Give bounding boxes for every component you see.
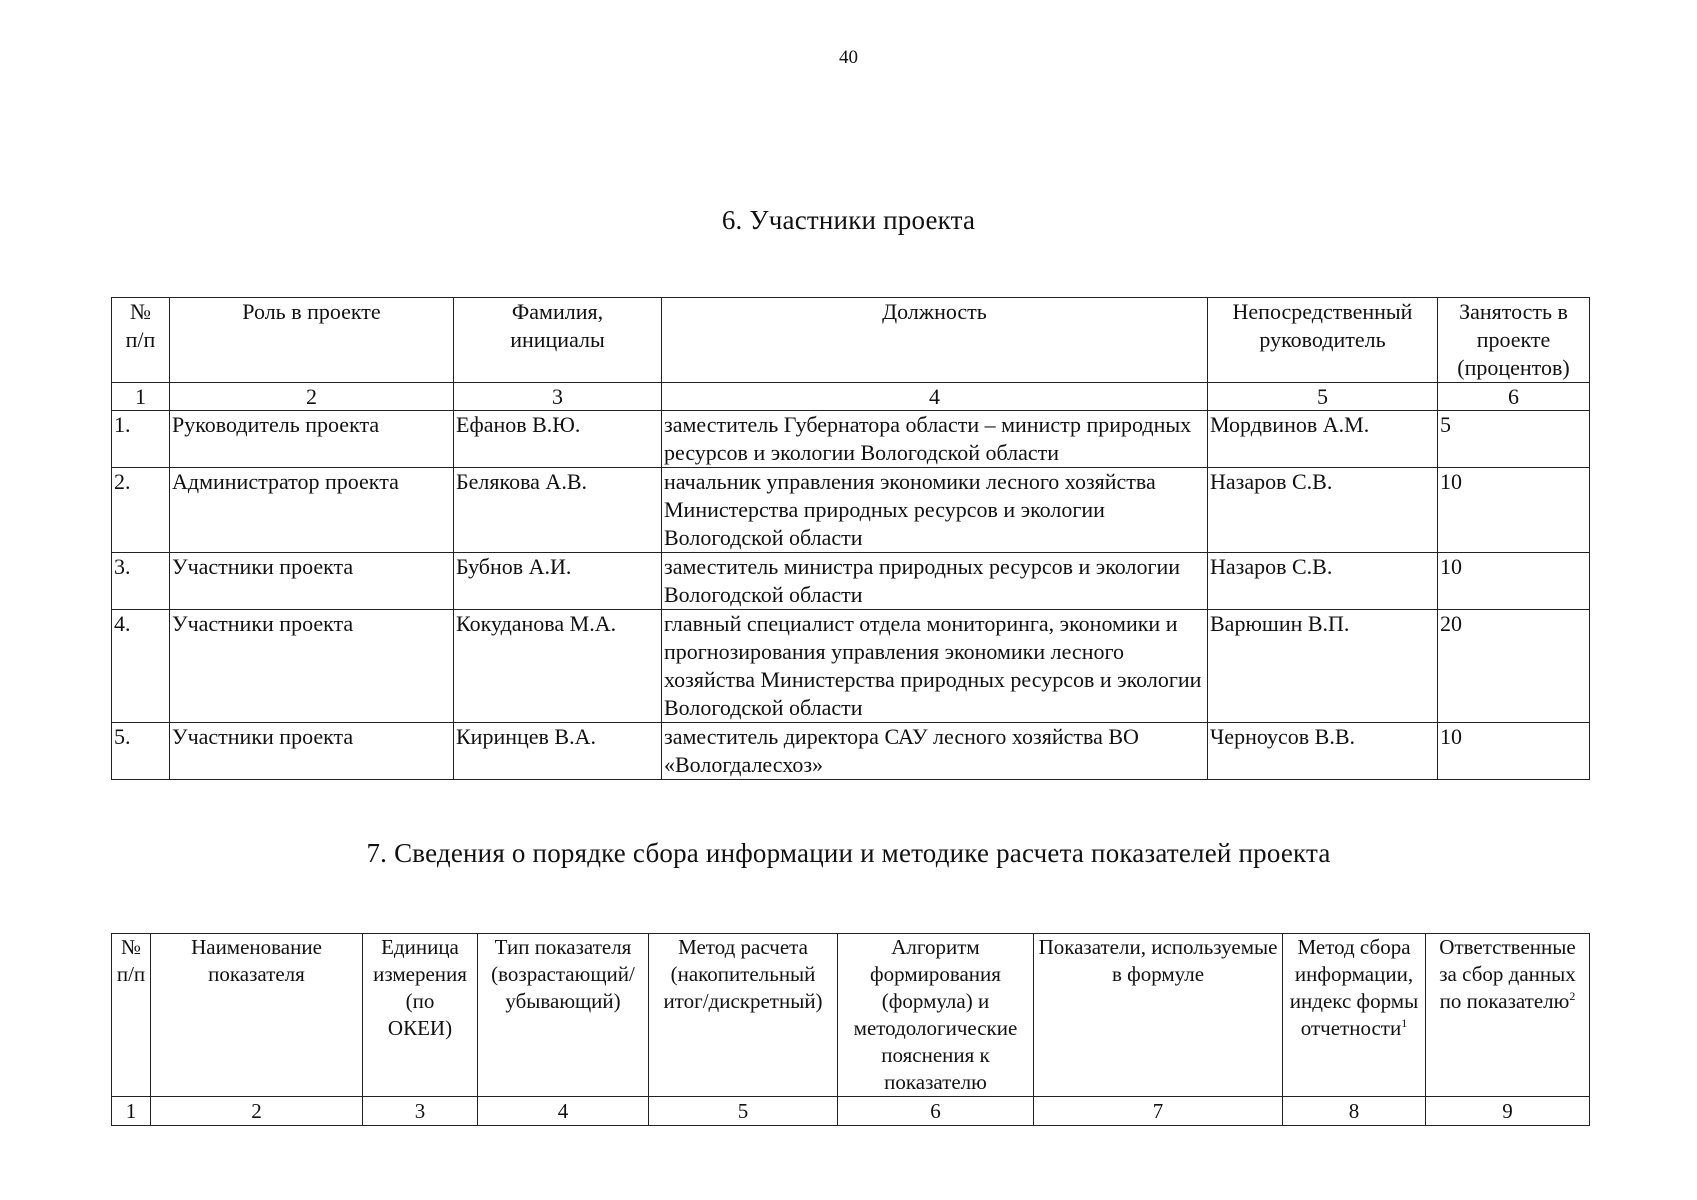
header-cell: Фамилия, инициалы: [454, 298, 662, 383]
employment-cell: 10: [1438, 468, 1590, 553]
header-cell: Наименование показателя: [151, 934, 363, 1097]
header-cell: Алгоритм формирования (формула) и методологические пояснения к показателю: [838, 934, 1034, 1097]
footnote-mark: 2: [1569, 989, 1576, 1003]
manager-cell: Варюшин В.П.: [1208, 610, 1438, 723]
table-header-row: [112, 934, 1590, 1097]
name-cell: Бубнов А.И.: [454, 553, 662, 610]
manager-cell: Назаров С.В.: [1208, 468, 1438, 553]
role-cell: Участники проекта: [170, 723, 454, 780]
column-number: 5: [1208, 383, 1438, 411]
table-row: [112, 610, 1590, 723]
column-number: 3: [454, 383, 662, 411]
column-number: 5: [649, 1097, 838, 1126]
table-row: [112, 723, 1590, 780]
role-cell: Участники проекта: [170, 610, 454, 723]
role-cell: Руководитель проекта: [170, 411, 454, 468]
header-text: Метод сбора информации, индекс формы отчетности: [1289, 935, 1419, 1040]
employment-cell: 10: [1438, 553, 1590, 610]
participants-table: [111, 297, 1590, 780]
section-6-title: 6. Участники проекта: [721, 205, 976, 235]
header-cell: Тип показателя (возрастающий/ убывающий): [478, 934, 649, 1097]
column-number: 6: [1438, 383, 1590, 411]
manager-cell: Черноусов В.В.: [1208, 723, 1438, 780]
header-cell: Метод расчета (накопительный итог/дискретный): [649, 934, 838, 1097]
name-cell: Киринцев В.А.: [454, 723, 662, 780]
table-row: [112, 468, 1590, 553]
column-number: 3: [363, 1097, 478, 1126]
column-number: 6: [838, 1097, 1034, 1126]
row-number: 3.: [112, 553, 170, 610]
column-number: 9: [1426, 1097, 1590, 1126]
footnote-mark: 1: [1401, 1016, 1408, 1030]
column-number: 4: [478, 1097, 649, 1126]
employment-cell: 5: [1438, 411, 1590, 468]
section-7-title: 7. Сведения о порядке сбора информации и методике расчета показателей проекта: [366, 838, 1331, 868]
column-number: 1: [112, 383, 170, 411]
column-number: 2: [170, 383, 454, 411]
column-number: 1: [112, 1097, 151, 1126]
row-number: 5.: [112, 723, 170, 780]
column-number: 8: [1283, 1097, 1426, 1126]
page-number: 40: [839, 47, 858, 68]
header-cell: Непосредственный руководитель: [1208, 298, 1438, 383]
header-cell: Показатели, используемые в формуле: [1034, 934, 1283, 1097]
column-number-row: [112, 1097, 1590, 1126]
indicators-method-table: [111, 933, 1590, 1126]
row-number: 4.: [112, 610, 170, 723]
header-cell: [1426, 934, 1590, 1097]
header-cell: № п/п: [112, 298, 170, 383]
header-cell: [1283, 934, 1426, 1097]
name-cell: Кокуданова М.А.: [454, 610, 662, 723]
row-number: 1.: [112, 411, 170, 468]
name-cell: Белякова А.В.: [454, 468, 662, 553]
position-cell: главный специалист отдела мониторинга, экономики и прогнозирования управления экономики лесного хозяйства Министерства природных ресурсов и экологии Вологодской области: [662, 610, 1208, 723]
position-cell: начальник управления экономики лесного хозяйства Министерства природных ресурсов и экологии Вологодской области: [662, 468, 1208, 553]
header-text: Ответственные за сбор данных по показателю: [1439, 935, 1576, 1013]
column-number: 4: [662, 383, 1208, 411]
header-cell: № п/п: [112, 934, 151, 1097]
header-cell: Занятость в проекте (процентов): [1438, 298, 1590, 383]
table-header-row: [112, 298, 1590, 383]
manager-cell: Назаров С.В.: [1208, 553, 1438, 610]
employment-cell: 20: [1438, 610, 1590, 723]
table-row: [112, 553, 1590, 610]
row-number: 2.: [112, 468, 170, 553]
role-cell: Участники проекта: [170, 553, 454, 610]
position-cell: заместитель директора САУ лесного хозяйства ВО «Вологдалесхоз»: [662, 723, 1208, 780]
employment-cell: 10: [1438, 723, 1590, 780]
position-cell: заместитель Губернатора области – министр природных ресурсов и экологии Вологодской области: [662, 411, 1208, 468]
name-cell: Ефанов В.Ю.: [454, 411, 662, 468]
table-row: [112, 411, 1590, 468]
role-cell: Администратор проекта: [170, 468, 454, 553]
column-number-row: [112, 383, 1590, 411]
manager-cell: Мордвинов А.М.: [1208, 411, 1438, 468]
column-number: 2: [151, 1097, 363, 1126]
header-cell: Роль в проекте: [170, 298, 454, 383]
column-number: 7: [1034, 1097, 1283, 1126]
header-cell: Должность: [662, 298, 1208, 383]
header-cell: Единица измерения (по ОКЕИ): [363, 934, 478, 1097]
position-cell: заместитель министра природных ресурсов и экологии Вологодской области: [662, 553, 1208, 610]
